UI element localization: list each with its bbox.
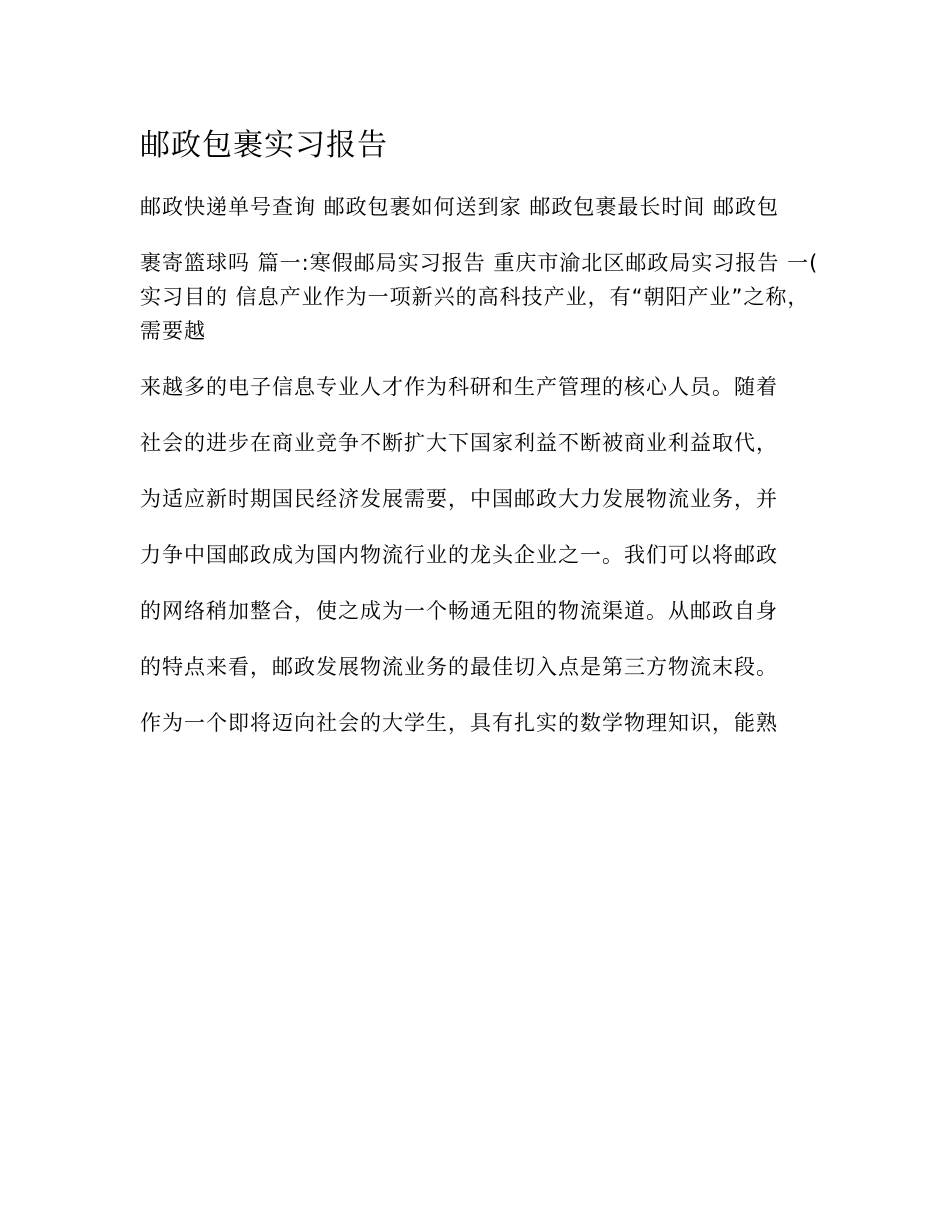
paragraph-9: 作为一个即将迈向社会的大学生，具有扎实的数学物理知识，能熟 xyxy=(140,711,778,735)
paragraph-5: 为适应新时期国民经济发展需要，中国邮政大力发展物流业务，并 xyxy=(140,487,778,511)
document-title: 邮政包裹实习报告 xyxy=(140,128,388,163)
paragraph-7: 的网络稍加整合，使之成为一个畅通无阻的物流渠道。从邮政自身 xyxy=(140,599,778,623)
paragraph-4: 社会的进步在商业竞争不断扩大下国家利益不断被商业利益取代， xyxy=(140,431,778,455)
paragraph-8: 的特点来看，邮政发展物流业务的最佳切入点是第三方物流末段。 xyxy=(140,655,778,679)
paragraph-6: 力争中国邮政成为国内物流行业的龙头企业之一。我们可以将邮政 xyxy=(140,543,778,567)
paragraph-1: 邮政快递单号查询 邮政包裹如何送到家 邮政包裹最长时间 邮政包 xyxy=(140,195,780,219)
paragraph-3: 来越多的电子信息专业人才作为科研和生产管理的核心人员。随着 xyxy=(140,375,778,399)
paragraph-2: 裹寄篮球吗 篇一:寒假邮局实习报告 重庆市渝北区邮政局实习报告 一( 实习目的 信息产业作为一项新兴的高科技产业，有“朝阳产业”之称，需要越 xyxy=(140,251,819,343)
document-body xyxy=(140,124,820,762)
